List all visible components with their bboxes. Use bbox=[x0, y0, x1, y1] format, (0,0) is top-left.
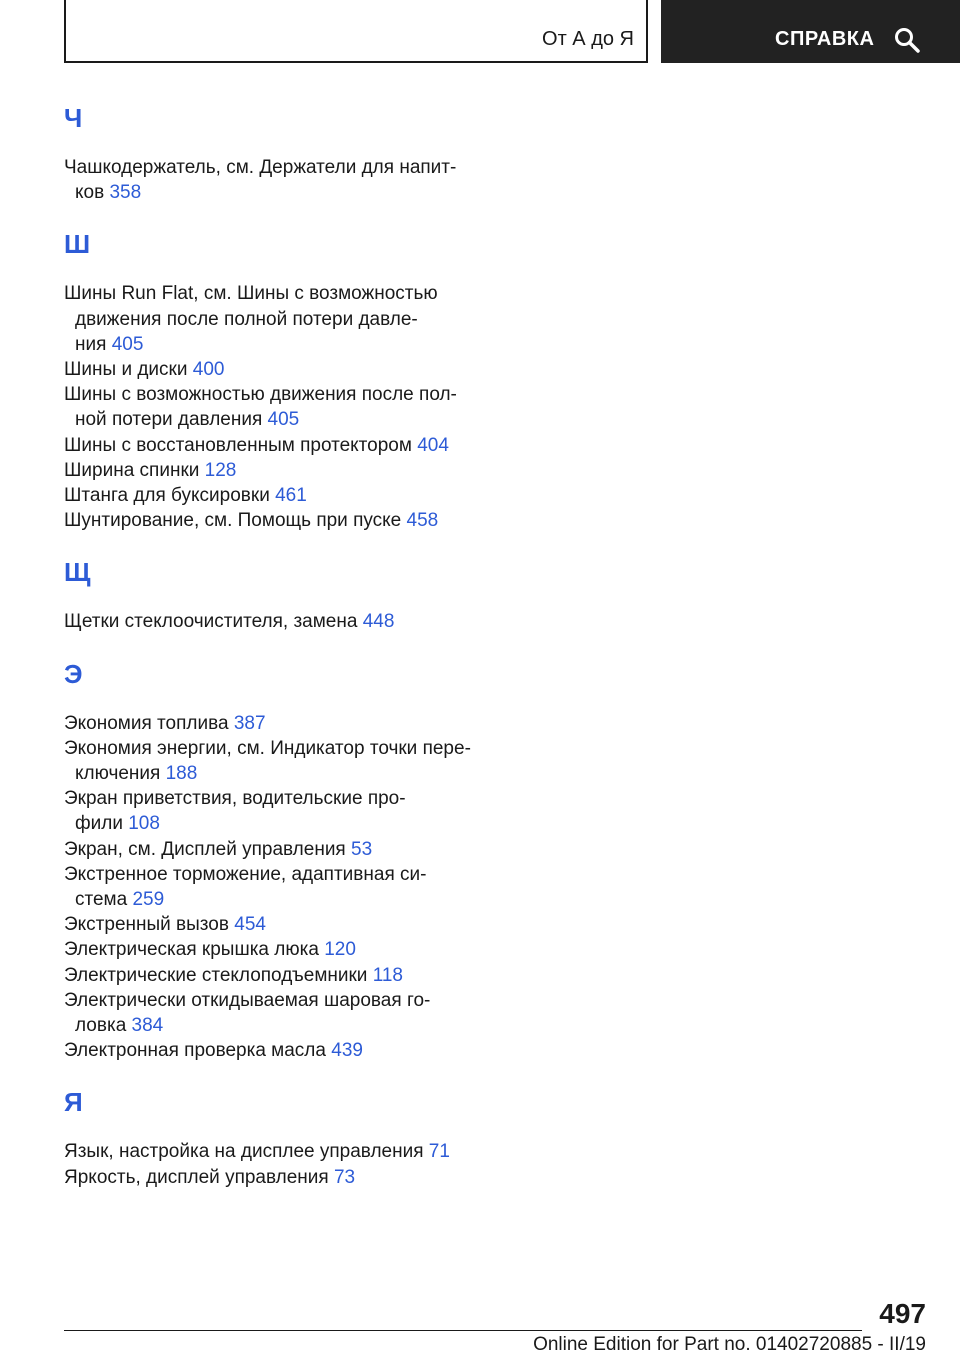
index-content bbox=[64, 100, 484, 1211]
entry-text-line: Язык, настройка на дисплее управления bbox=[64, 1141, 424, 1163]
index-entry bbox=[64, 736, 484, 786]
entry-text-line: Ширина спинки bbox=[64, 459, 200, 481]
entry-text bbox=[64, 433, 484, 458]
entry-text bbox=[64, 1038, 484, 1063]
footer-divider bbox=[64, 1330, 862, 1331]
index-entry bbox=[64, 988, 484, 1038]
entry-text bbox=[64, 937, 484, 962]
index-entry bbox=[64, 458, 484, 483]
index-entry bbox=[64, 786, 484, 836]
index-entry bbox=[64, 862, 484, 912]
index-entry bbox=[64, 1165, 484, 1190]
page-link[interactable]: 259 bbox=[132, 889, 165, 911]
entry-text-line: Экономия энергии, см. Индикатор точки пере- bbox=[64, 737, 471, 759]
entry-text-line: Электрически откидываемая шаровая го- bbox=[64, 989, 431, 1011]
entry-text bbox=[64, 761, 484, 786]
page-link[interactable]: 188 bbox=[165, 763, 198, 785]
entry-text-line: ния bbox=[75, 333, 107, 355]
entry-text bbox=[64, 963, 484, 988]
entry-text bbox=[64, 912, 484, 937]
entry-text bbox=[64, 508, 484, 533]
entry-text bbox=[64, 1013, 484, 1038]
index-entry bbox=[64, 1139, 484, 1164]
page-link[interactable]: 71 bbox=[428, 1141, 450, 1163]
entry-text-line: Экран приветствия, водительские про- bbox=[64, 788, 406, 810]
index-entry bbox=[64, 357, 484, 382]
section-letter: Щ bbox=[64, 557, 91, 588]
entry-text-line: Штанга для буксировки bbox=[64, 485, 270, 507]
entry-text-line: Шунтирование, см. Помощь при пуске bbox=[64, 510, 402, 532]
entry-text bbox=[64, 837, 484, 862]
index-section bbox=[64, 656, 484, 1064]
page-link[interactable]: 439 bbox=[331, 1040, 363, 1062]
index-entry bbox=[64, 963, 484, 988]
entry-text bbox=[64, 458, 484, 483]
entry-text bbox=[64, 988, 484, 1013]
tab-a-to-z[interactable] bbox=[64, 0, 648, 63]
page-link[interactable]: 384 bbox=[131, 1015, 164, 1037]
entry-text-line: Экономия топлива bbox=[64, 712, 229, 734]
section-letter: Ш bbox=[64, 229, 91, 260]
entry-text-line: ключения bbox=[75, 763, 161, 785]
page-link[interactable]: 53 bbox=[351, 838, 373, 860]
page-link[interactable]: 404 bbox=[417, 434, 449, 456]
page-number: 497 bbox=[879, 1298, 926, 1329]
page-link[interactable]: 120 bbox=[324, 939, 356, 961]
entry-text bbox=[64, 407, 484, 432]
entry-text-line: Электронная проверка масла bbox=[64, 1040, 326, 1062]
entry-text bbox=[64, 711, 484, 736]
page-link[interactable]: 128 bbox=[204, 459, 237, 481]
page-link[interactable]: 400 bbox=[192, 359, 225, 381]
index-entry bbox=[64, 281, 484, 357]
entry-text-line: Экстренное торможение, адаптивная си- bbox=[64, 863, 427, 885]
index-entry bbox=[64, 155, 484, 205]
entry-text bbox=[64, 357, 484, 382]
entry-text-line: ной потери давления bbox=[75, 409, 263, 431]
section-letter: Э bbox=[64, 658, 83, 689]
page-link[interactable]: 73 bbox=[333, 1166, 356, 1188]
footer-edition: Online Edition for Part no. 01402720885 - II/19 bbox=[533, 1334, 926, 1355]
entry-text bbox=[64, 307, 484, 332]
index-entry bbox=[64, 837, 484, 862]
section-letter: Я bbox=[64, 1087, 83, 1118]
entry-text-line: Электрические стеклоподъемники bbox=[64, 964, 368, 986]
tab-help[interactable] bbox=[661, 0, 960, 63]
entry-text bbox=[64, 382, 484, 407]
page-link[interactable]: 448 bbox=[362, 611, 395, 633]
entry-text bbox=[64, 609, 484, 634]
index-section bbox=[64, 1084, 484, 1189]
entry-text-line: фили bbox=[75, 813, 123, 835]
entry-text-line: Шины и диски bbox=[64, 359, 188, 381]
page-link[interactable]: 118 bbox=[372, 964, 403, 986]
entry-text-line: движения после полной потери давле- bbox=[75, 308, 418, 330]
page-link[interactable]: 387 bbox=[233, 712, 266, 734]
entry-text bbox=[64, 887, 484, 912]
entry-text-line: Щетки стеклоочистителя, замена bbox=[64, 611, 358, 633]
entry-text bbox=[64, 862, 484, 887]
page-link[interactable]: 461 bbox=[275, 485, 307, 507]
entry-text bbox=[64, 1165, 484, 1190]
index-entry bbox=[64, 912, 484, 937]
index-section bbox=[64, 226, 484, 533]
index-entry bbox=[64, 711, 484, 736]
tab-help-label: СПРАВКА bbox=[775, 28, 875, 50]
entry-text-line: Яркость, дисплей управления bbox=[64, 1166, 329, 1188]
entry-text bbox=[64, 483, 484, 508]
index-section bbox=[64, 100, 484, 205]
entry-text-line: стема bbox=[75, 889, 128, 911]
search-icon[interactable] bbox=[893, 26, 921, 54]
entry-text-line: Экран, см. Дисплей управления bbox=[64, 838, 346, 860]
entry-text-line: Экстренный вызов bbox=[64, 914, 229, 936]
index-section bbox=[64, 554, 484, 634]
page-link[interactable]: 358 bbox=[109, 182, 142, 204]
page-link[interactable]: 405 bbox=[267, 409, 300, 431]
entry-text-line: Электрическая крышка люка bbox=[64, 939, 319, 961]
index-entry bbox=[64, 609, 484, 634]
entry-text-line: ловка bbox=[75, 1015, 127, 1037]
index-entry bbox=[64, 483, 484, 508]
tab-a-to-z-label: От А до Я bbox=[542, 28, 634, 50]
entry-text bbox=[64, 786, 484, 811]
page-link[interactable]: 405 bbox=[111, 333, 144, 355]
entry-text-line: Шины Run Flat, см. Шины с возможностью bbox=[64, 283, 438, 305]
index-entry bbox=[64, 937, 484, 962]
entry-text bbox=[64, 332, 484, 357]
entry-text-line: Шины с возможностью движения после пол- bbox=[64, 384, 457, 406]
entry-text-line: Шины с восстановленным протектором bbox=[64, 434, 412, 456]
page-link[interactable]: 108 bbox=[128, 813, 160, 835]
index-entry bbox=[64, 1038, 484, 1063]
section-letter: Ч bbox=[64, 103, 83, 133]
entry-text bbox=[64, 180, 484, 205]
index-entry bbox=[64, 433, 484, 458]
entry-text bbox=[64, 155, 484, 180]
entry-text bbox=[64, 736, 484, 761]
page-link[interactable]: 458 bbox=[406, 510, 439, 532]
page-link[interactable]: 454 bbox=[234, 914, 266, 936]
entry-text-line: Чашкодержатель, см. Держатели для напит- bbox=[64, 157, 457, 178]
entry-text-line: ков bbox=[75, 182, 105, 204]
entry-text bbox=[64, 281, 484, 306]
index-entry bbox=[64, 382, 484, 432]
entry-text bbox=[64, 1139, 484, 1164]
entry-text bbox=[64, 811, 484, 836]
index-entry bbox=[64, 508, 484, 533]
